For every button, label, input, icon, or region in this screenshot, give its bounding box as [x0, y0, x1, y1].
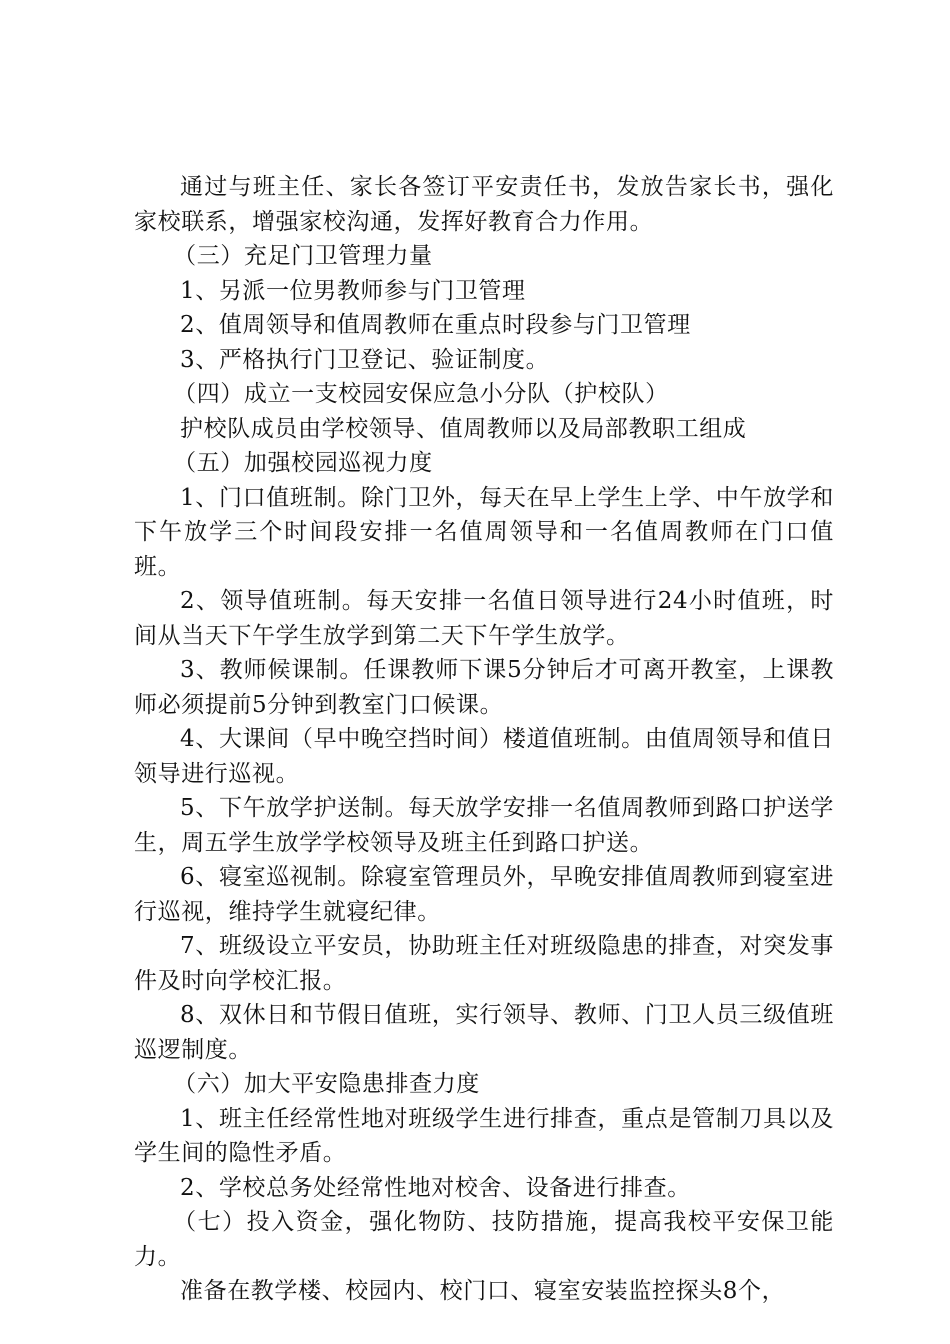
paragraph: 准备在教学楼、校园内、校门口、寝室安装监控探头8个，	[180, 1278, 786, 1304]
list-item: 8、双休日和节假日值班，实行领导、教师、门卫人员三级值班巡逻制度。	[134, 1002, 834, 1063]
section-heading: （四）成立一支校园安保应急小分队（护校队）	[173, 381, 669, 407]
list-item: 1、另派一位男教师参与门卫管理	[180, 277, 526, 304]
list-item: 4、大课间（早中晚空挡时间）楼道值班制。由值周领导和值日领导进行巡视。	[134, 726, 834, 787]
paragraph: 护校队成员由学校领导、值周教师以及局部教职工组成	[180, 415, 747, 442]
list-item: 2、学校总务处经常性地对校舍、设备进行排查。	[180, 1174, 691, 1201]
section-heading: （三）充足门卫管理力量	[173, 243, 433, 269]
document-body	[134, 170, 834, 1309]
list-item: 2、值周领导和值周教师在重点时段参与门卫管理	[180, 312, 691, 338]
list-item: 1、门口值班制。除门卫外，每天在早上学生上学、中午放学和下午放学三个时间段安排一名值周领导和一名值周教师在门口值班。	[134, 484, 834, 580]
section-heading: （六）加大平安隐患排查力度	[173, 1071, 480, 1097]
section-heading: （七）投入资金，强化物防、技防措施，提高我校平安保卫能力。	[134, 1209, 834, 1270]
list-item: 3、严格执行门卫登记、验证制度。	[180, 346, 550, 373]
list-item: 1、班主任经常性地对班级学生进行排查，重点是管制刀具以及学生间的隐性矛盾。	[134, 1105, 834, 1166]
list-item: 3、教师候课制。任课教师下课5分钟后才可离开教室，上课教师必须提前5分钟到教室门口候课。	[134, 657, 834, 718]
list-item: 7、班级设立平安员，协助班主任对班级隐患的排查，对突发事件及时向学校汇报。	[134, 933, 834, 994]
section-heading: （五）加强校园巡视力度	[173, 450, 433, 476]
list-item: 5、下午放学护送制。每天放学安排一名值周教师到路口护送学生，周五学生放学学校领导及班主任到路口护送。	[134, 795, 834, 856]
list-item: 2、领导值班制。每天安排一名值日领导进行24小时值班，时间从当天下午学生放学到第二天下午学生放学。	[134, 588, 834, 649]
list-item: 6、寝室巡视制。除寝室管理员外，早晚安排值周教师到寝室进行巡视，维持学生就寝纪律。	[134, 864, 834, 925]
paragraph: 通过与班主任、家长各签订平安责任书，发放告家长书，强化家校联系，增强家校沟通，发挥好教育合力作用。	[134, 174, 834, 235]
